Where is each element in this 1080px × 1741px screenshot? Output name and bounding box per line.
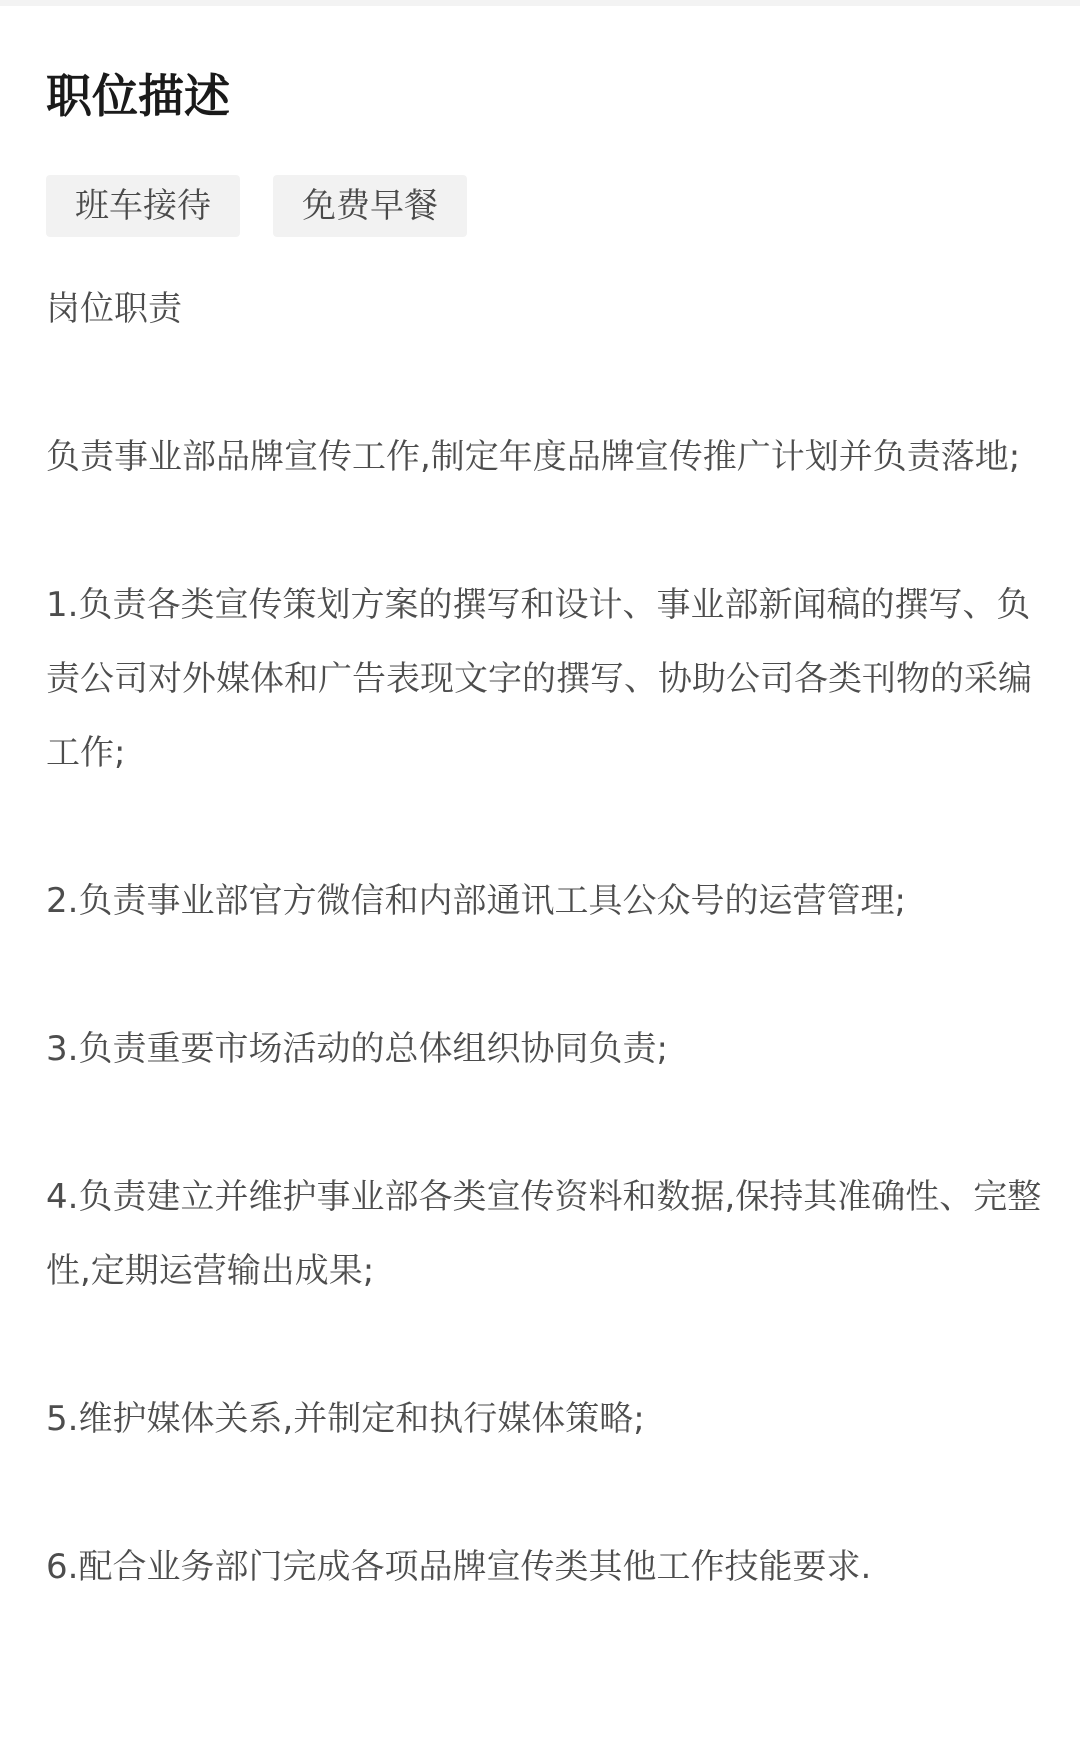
duty-item-5: 5.维护媒体关系,并制定和执行媒体策略; xyxy=(46,1399,645,1439)
duty-item-4: 4.负责建立并维护事业部各类宣传资料和数据,保持其准确性、完整性,定期运营输出成果; xyxy=(46,1177,1042,1291)
job-description-text xyxy=(46,272,1046,1604)
benefit-tags xyxy=(46,175,467,237)
description-paragraph: 负责事业部品牌宣传工作,制定年度品牌宣传推广计划并负责落地; xyxy=(46,437,1021,477)
responsibilities-heading: 岗位职责 xyxy=(46,289,182,329)
section-title: 职位描述 xyxy=(46,69,230,123)
duty-item-1: 1.负责各类宣传策划方案的撰写和设计、事业部新闻稿的撰写、负责公司对外媒体和广告表现文字的撰写、协助公司各类刊物的采编工作; xyxy=(46,585,1032,773)
benefit-tag-shuttle: 班车接待 xyxy=(46,175,240,237)
top-divider xyxy=(0,0,1080,6)
benefit-tag-breakfast: 免费早餐 xyxy=(273,175,467,237)
duty-item-2: 2.负责事业部官方微信和内部通讯工具公众号的运营管理; xyxy=(46,881,906,921)
duty-item-3: 3.负责重要市场活动的总体组织协同负责; xyxy=(46,1029,668,1069)
duty-item-6: 6.配合业务部门完成各项品牌宣传类其他工作技能要求. xyxy=(46,1547,872,1587)
